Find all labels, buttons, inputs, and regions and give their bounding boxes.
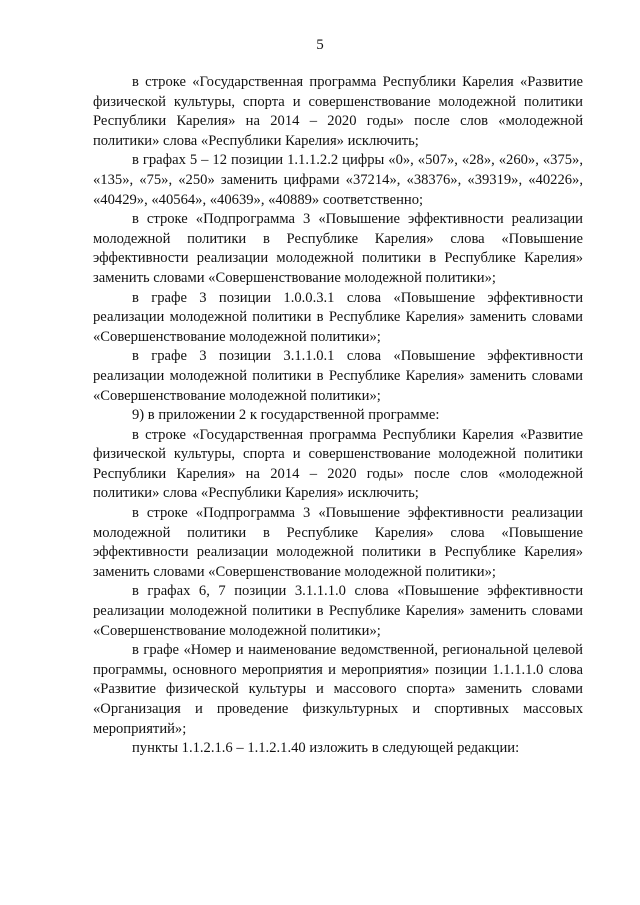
document-body: [93, 73, 583, 759]
paragraph-1: в строке «Государственная программа Республики Карелия «Развитие физической культуры, спорта и совершенствование молодежной политики Республики Карелия» на 2014 – 2020 годы» после слов «молодежной политики» слова «Республики Карелия» исключить;: [93, 74, 583, 149]
paragraph-7: в строке «Государственная программа Республики Карелия «Развитие физической культуры, спорта и совершенствование молодежной политики Республики Карелия» на 2014 – 2020 годы» после слов «молодежной политики» слова «Республики Карелия» исключить;: [93, 426, 583, 502]
paragraph-11: пункты 1.1.2.1.6 – 1.1.2.1.40 изложить в следующей редакции:: [132, 740, 520, 757]
paragraph-10: в графе «Номер и наименование ведомственной, региональной целевой программы, основного мероприятия и мероприятия» позиции 1.1.1.1.0 слова «Развитие физической культуры и массового спорта» заменить словами «Организация и проведение физкультурных и спортивных массовых мероприятий»;: [93, 642, 583, 737]
paragraph-5: в графе 3 позиции 3.1.1.0.1 слова «Повышение эффективности реализации молодежной политики в Республике Карелия» заменить словами «Совершенствование молодежной политики»;: [93, 348, 583, 404]
paragraph-2: в графах 5 – 12 позиции 1.1.1.2.2 цифры «0», «507», «28», «260», «375», «135», «75», «250» заменить цифрами «37214», «38376», «39319», «40226», «40429», «40564», «40639», «40889» соответственно;: [93, 152, 583, 208]
paragraph-9: в графах 6, 7 позиции 3.1.1.1.0 слова «Повышение эффективности реализации молодежной политики в Республике Карелия» заменить словами «Совершенствование молодежной политики»;: [93, 583, 583, 639]
page-number: 5: [316, 37, 324, 53]
paragraph-3: в строке «Подпрограмма 3 «Повышение эффективности реализации молодежной политики в Республике Карелия» слова «Повышение эффективности реализации молодежной политики в Республике Карелия» заменить словами «Совершенствование молодежной политики»;: [93, 211, 583, 286]
paragraph-4: в графе 3 позиции 1.0.0.3.1 слова «Повышение эффективности реализации молодежной политики в Республике Карелия» заменить словами «Совершенствование молодежной политики»;: [93, 289, 583, 345]
paragraph-6: 9) в приложении 2 к государственной программе:: [132, 407, 440, 424]
paragraph-8: в строке «Подпрограмма 3 «Повышение эффективности реализации молодежной политики в Республике Карелия» слова «Повышение эффективности реализации молодежной политики в Республике Карелия» заменить словами «Совершенствование молодежной политики»;: [93, 505, 583, 580]
